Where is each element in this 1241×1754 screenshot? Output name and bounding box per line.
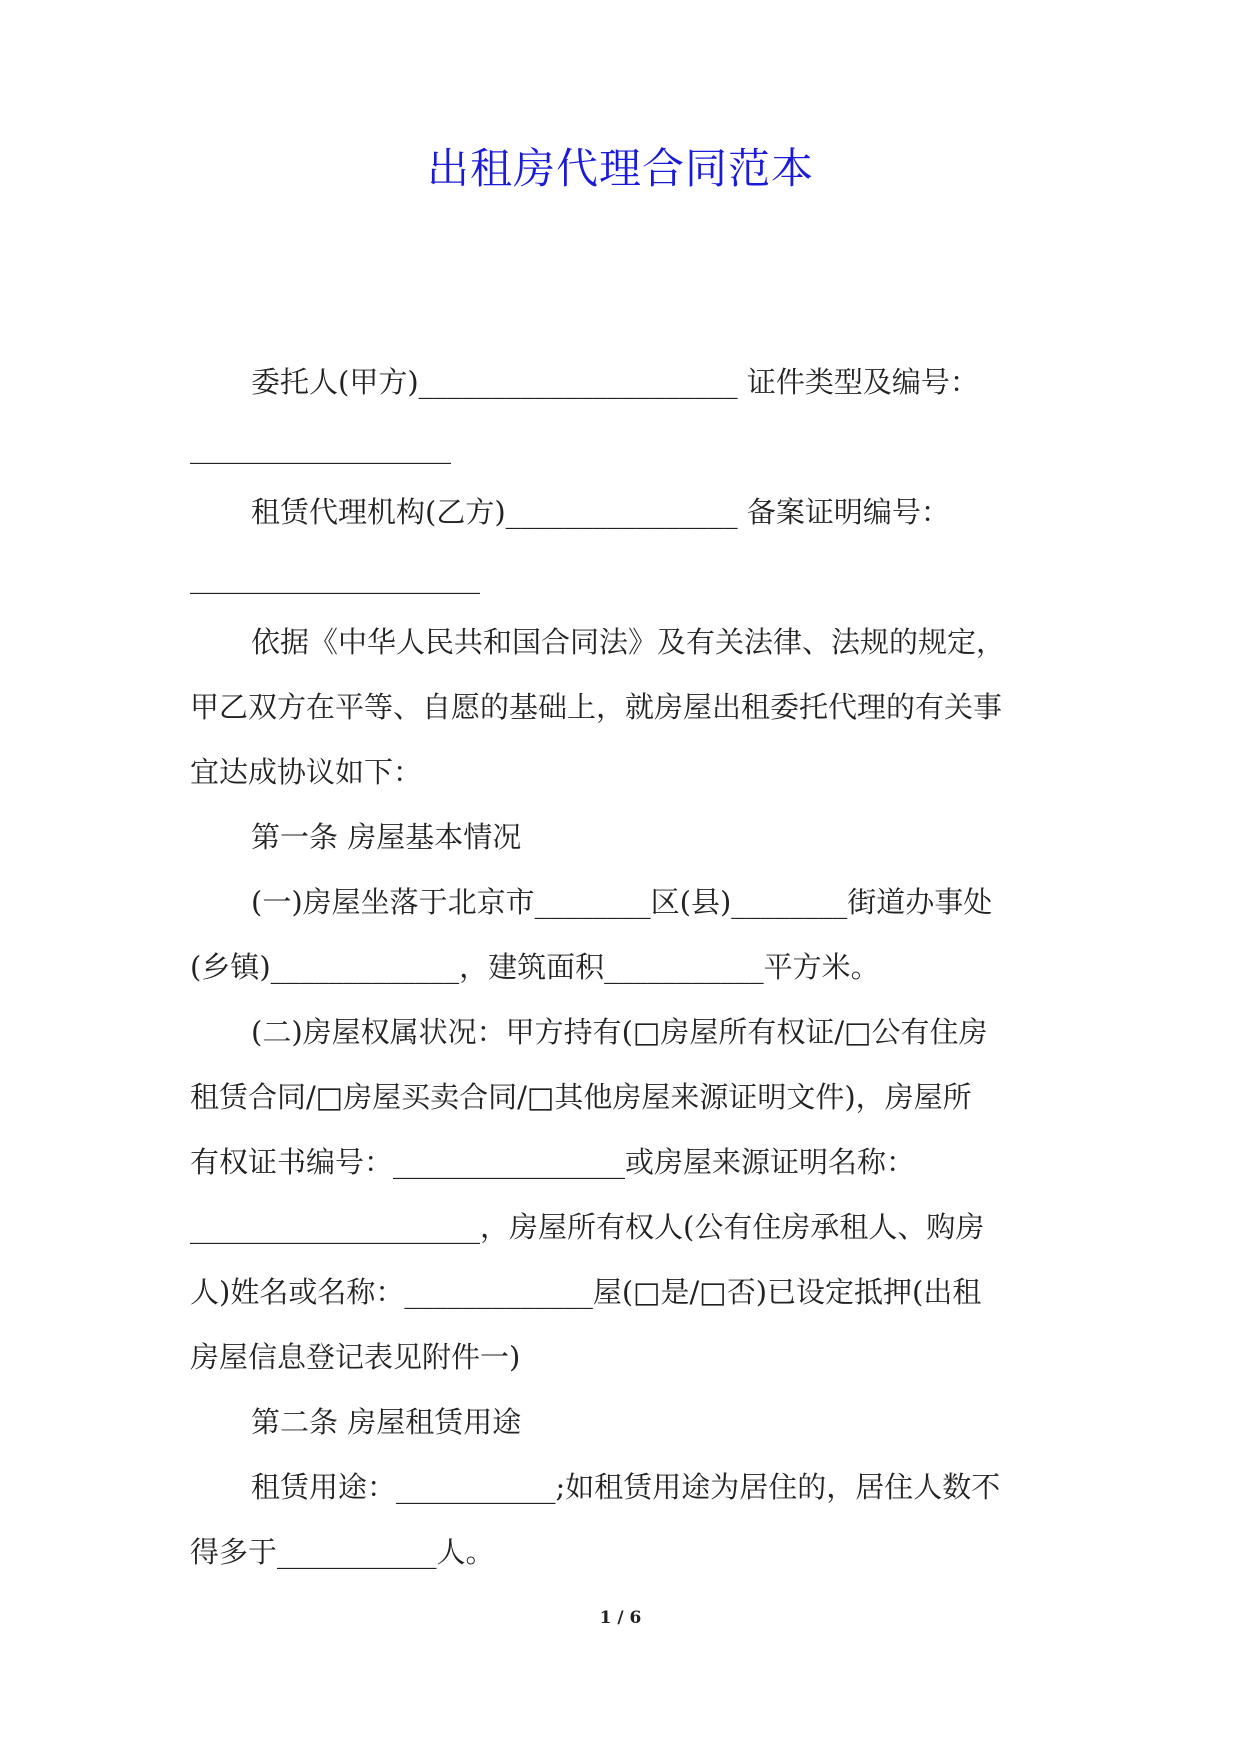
paragraph-agency-record-blank: ____________________ bbox=[190, 560, 480, 594]
article-1-item-2-line-3: 有权证书编号：________________或房屋来源证明名称： bbox=[190, 1145, 916, 1179]
paragraph-principal-id-blank: __________________ bbox=[190, 430, 451, 464]
paragraph-preamble-line-3: 宜达成协议如下： bbox=[190, 755, 423, 789]
article-2-usage-line-1: 租赁用途：___________;如租赁用途为居住的，居住人数不 bbox=[251, 1470, 1001, 1504]
document-title: 出租房代理合同范本 bbox=[426, 144, 814, 193]
article-1-heading: 第一条 房屋基本情况 bbox=[251, 820, 522, 854]
page-number: 1 / 6 bbox=[599, 1608, 642, 1628]
article-1-item-2-line-5: 人)姓名或名称：_____________屋(□是/□否)已设定抵押(出租 bbox=[190, 1275, 982, 1309]
paragraph-preamble-line-1: 依据《中华人民共和国合同法》及有关法律、法规的规定， bbox=[251, 625, 1006, 659]
article-2-heading: 第二条 房屋租赁用途 bbox=[251, 1405, 522, 1439]
article-2-usage-line-2: 得多于___________人。 bbox=[190, 1535, 495, 1569]
article-1-item-1-line-2: (乡镇)_____________，建筑面积___________平方米。 bbox=[190, 950, 880, 984]
article-1-item-2-line-1: (二)房屋权属状况：甲方持有(□房屋所有权证/□公有住房 bbox=[251, 1015, 988, 1049]
article-1-item-2-line-4: ____________________，房屋所有权人(公有住房承租人、购房 bbox=[190, 1210, 985, 1244]
article-1-item-2-line-2: 租赁合同/□房屋买卖合同/□其他房屋来源证明文件)，房屋所 bbox=[190, 1080, 972, 1114]
paragraph-principal: 委托人(甲方)______________________ 证件类型及编号： bbox=[251, 365, 979, 399]
article-1-item-1-line-1: (一)房屋坐落于北京市________区(县)________街道办事处 bbox=[251, 885, 993, 919]
article-1-item-2-line-6: 房屋信息登记表见附件一) bbox=[190, 1340, 521, 1374]
paragraph-preamble-line-2: 甲乙双方在平等、自愿的基础上，就房屋出租委托代理的有关事 bbox=[190, 690, 1003, 724]
document-body bbox=[190, 350, 1052, 1585]
paragraph-agency: 租赁代理机构(乙方)________________ 备案证明编号： bbox=[251, 495, 950, 529]
